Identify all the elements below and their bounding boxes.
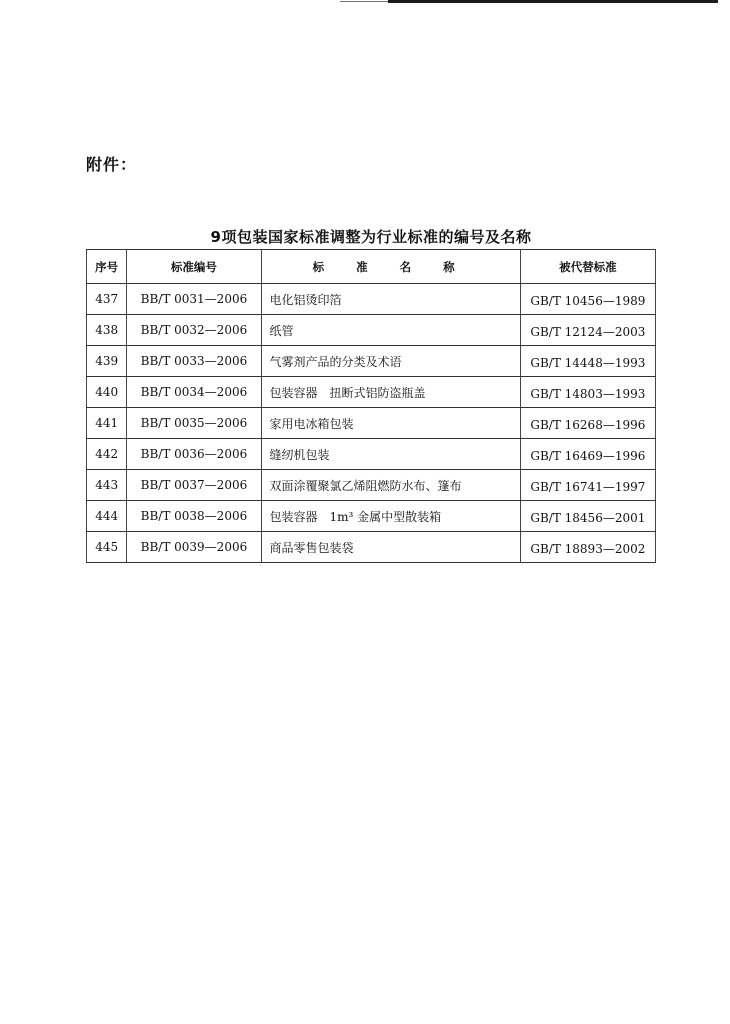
cell-replaced: GB/T 16268—1996 — [520, 408, 655, 439]
cell-seq: 443 — [87, 470, 127, 501]
cell-code: BB/T 0038—2006 — [127, 501, 261, 532]
cell-replaced: GB/T 12124—2003 — [520, 315, 655, 346]
cell-replaced: GB/T 14803—1993 — [520, 377, 655, 408]
cell-name: 包装容器 1m³ 金属中型散装箱 — [261, 501, 520, 532]
cell-code: BB/T 0033—2006 — [127, 346, 261, 377]
table-row — [87, 315, 656, 346]
cell-name: 包装容器 扭断式铝防盗瓶盖 — [261, 377, 520, 408]
cell-replaced: GB/T 10456—1989 — [520, 284, 655, 315]
standards-table — [86, 249, 656, 563]
cell-seq: 440 — [87, 377, 127, 408]
cell-name: 纸管 — [261, 315, 520, 346]
table-row — [87, 377, 656, 408]
cell-seq: 441 — [87, 408, 127, 439]
top-rule — [388, 0, 718, 3]
cell-code: BB/T 0035—2006 — [127, 408, 261, 439]
cell-seq: 445 — [87, 532, 127, 563]
cell-code: BB/T 0031—2006 — [127, 284, 261, 315]
cell-seq: 442 — [87, 439, 127, 470]
table-header-row — [87, 250, 656, 284]
cell-seq: 437 — [87, 284, 127, 315]
cell-name: 商品零售包装袋 — [261, 532, 520, 563]
table-row — [87, 439, 656, 470]
cell-replaced: GB/T 14448—1993 — [520, 346, 655, 377]
cell-name: 气雾剂产品的分类及术语 — [261, 346, 520, 377]
table-row — [87, 501, 656, 532]
table-row — [87, 284, 656, 315]
table-title: 9项包装国家标准调整为行业标准的编号及名称 — [210, 228, 532, 246]
header-name: 标 准 名 称 — [261, 250, 520, 284]
attachment-label: 附件： — [86, 155, 138, 174]
cell-seq: 438 — [87, 315, 127, 346]
cell-name: 缝纫机包装 — [261, 439, 520, 470]
cell-name: 家用电冰箱包装 — [261, 408, 520, 439]
header-code: 标准编号 — [127, 250, 261, 284]
cell-replaced: GB/T 18893—2002 — [520, 532, 655, 563]
cell-code: BB/T 0034—2006 — [127, 377, 261, 408]
top-rule-thin — [340, 1, 388, 2]
cell-seq: 439 — [87, 346, 127, 377]
cell-replaced: GB/T 16741—1997 — [520, 470, 655, 501]
cell-code: BB/T 0037—2006 — [127, 470, 261, 501]
table-row — [87, 408, 656, 439]
cell-code: BB/T 0036—2006 — [127, 439, 261, 470]
cell-seq: 444 — [87, 501, 127, 532]
header-replaced: 被代替标准 — [520, 250, 655, 284]
cell-name: 电化铝烫印箔 — [261, 284, 520, 315]
cell-name: 双面涂覆聚氯乙烯阻燃防水布、篷布 — [261, 470, 520, 501]
cell-code: BB/T 0039—2006 — [127, 532, 261, 563]
cell-replaced: GB/T 16469—1996 — [520, 439, 655, 470]
table-row — [87, 346, 656, 377]
table-row — [87, 532, 656, 563]
header-seq: 序号 — [87, 250, 127, 284]
cell-code: BB/T 0032—2006 — [127, 315, 261, 346]
table-row — [87, 470, 656, 501]
cell-replaced: GB/T 18456—2001 — [520, 501, 655, 532]
